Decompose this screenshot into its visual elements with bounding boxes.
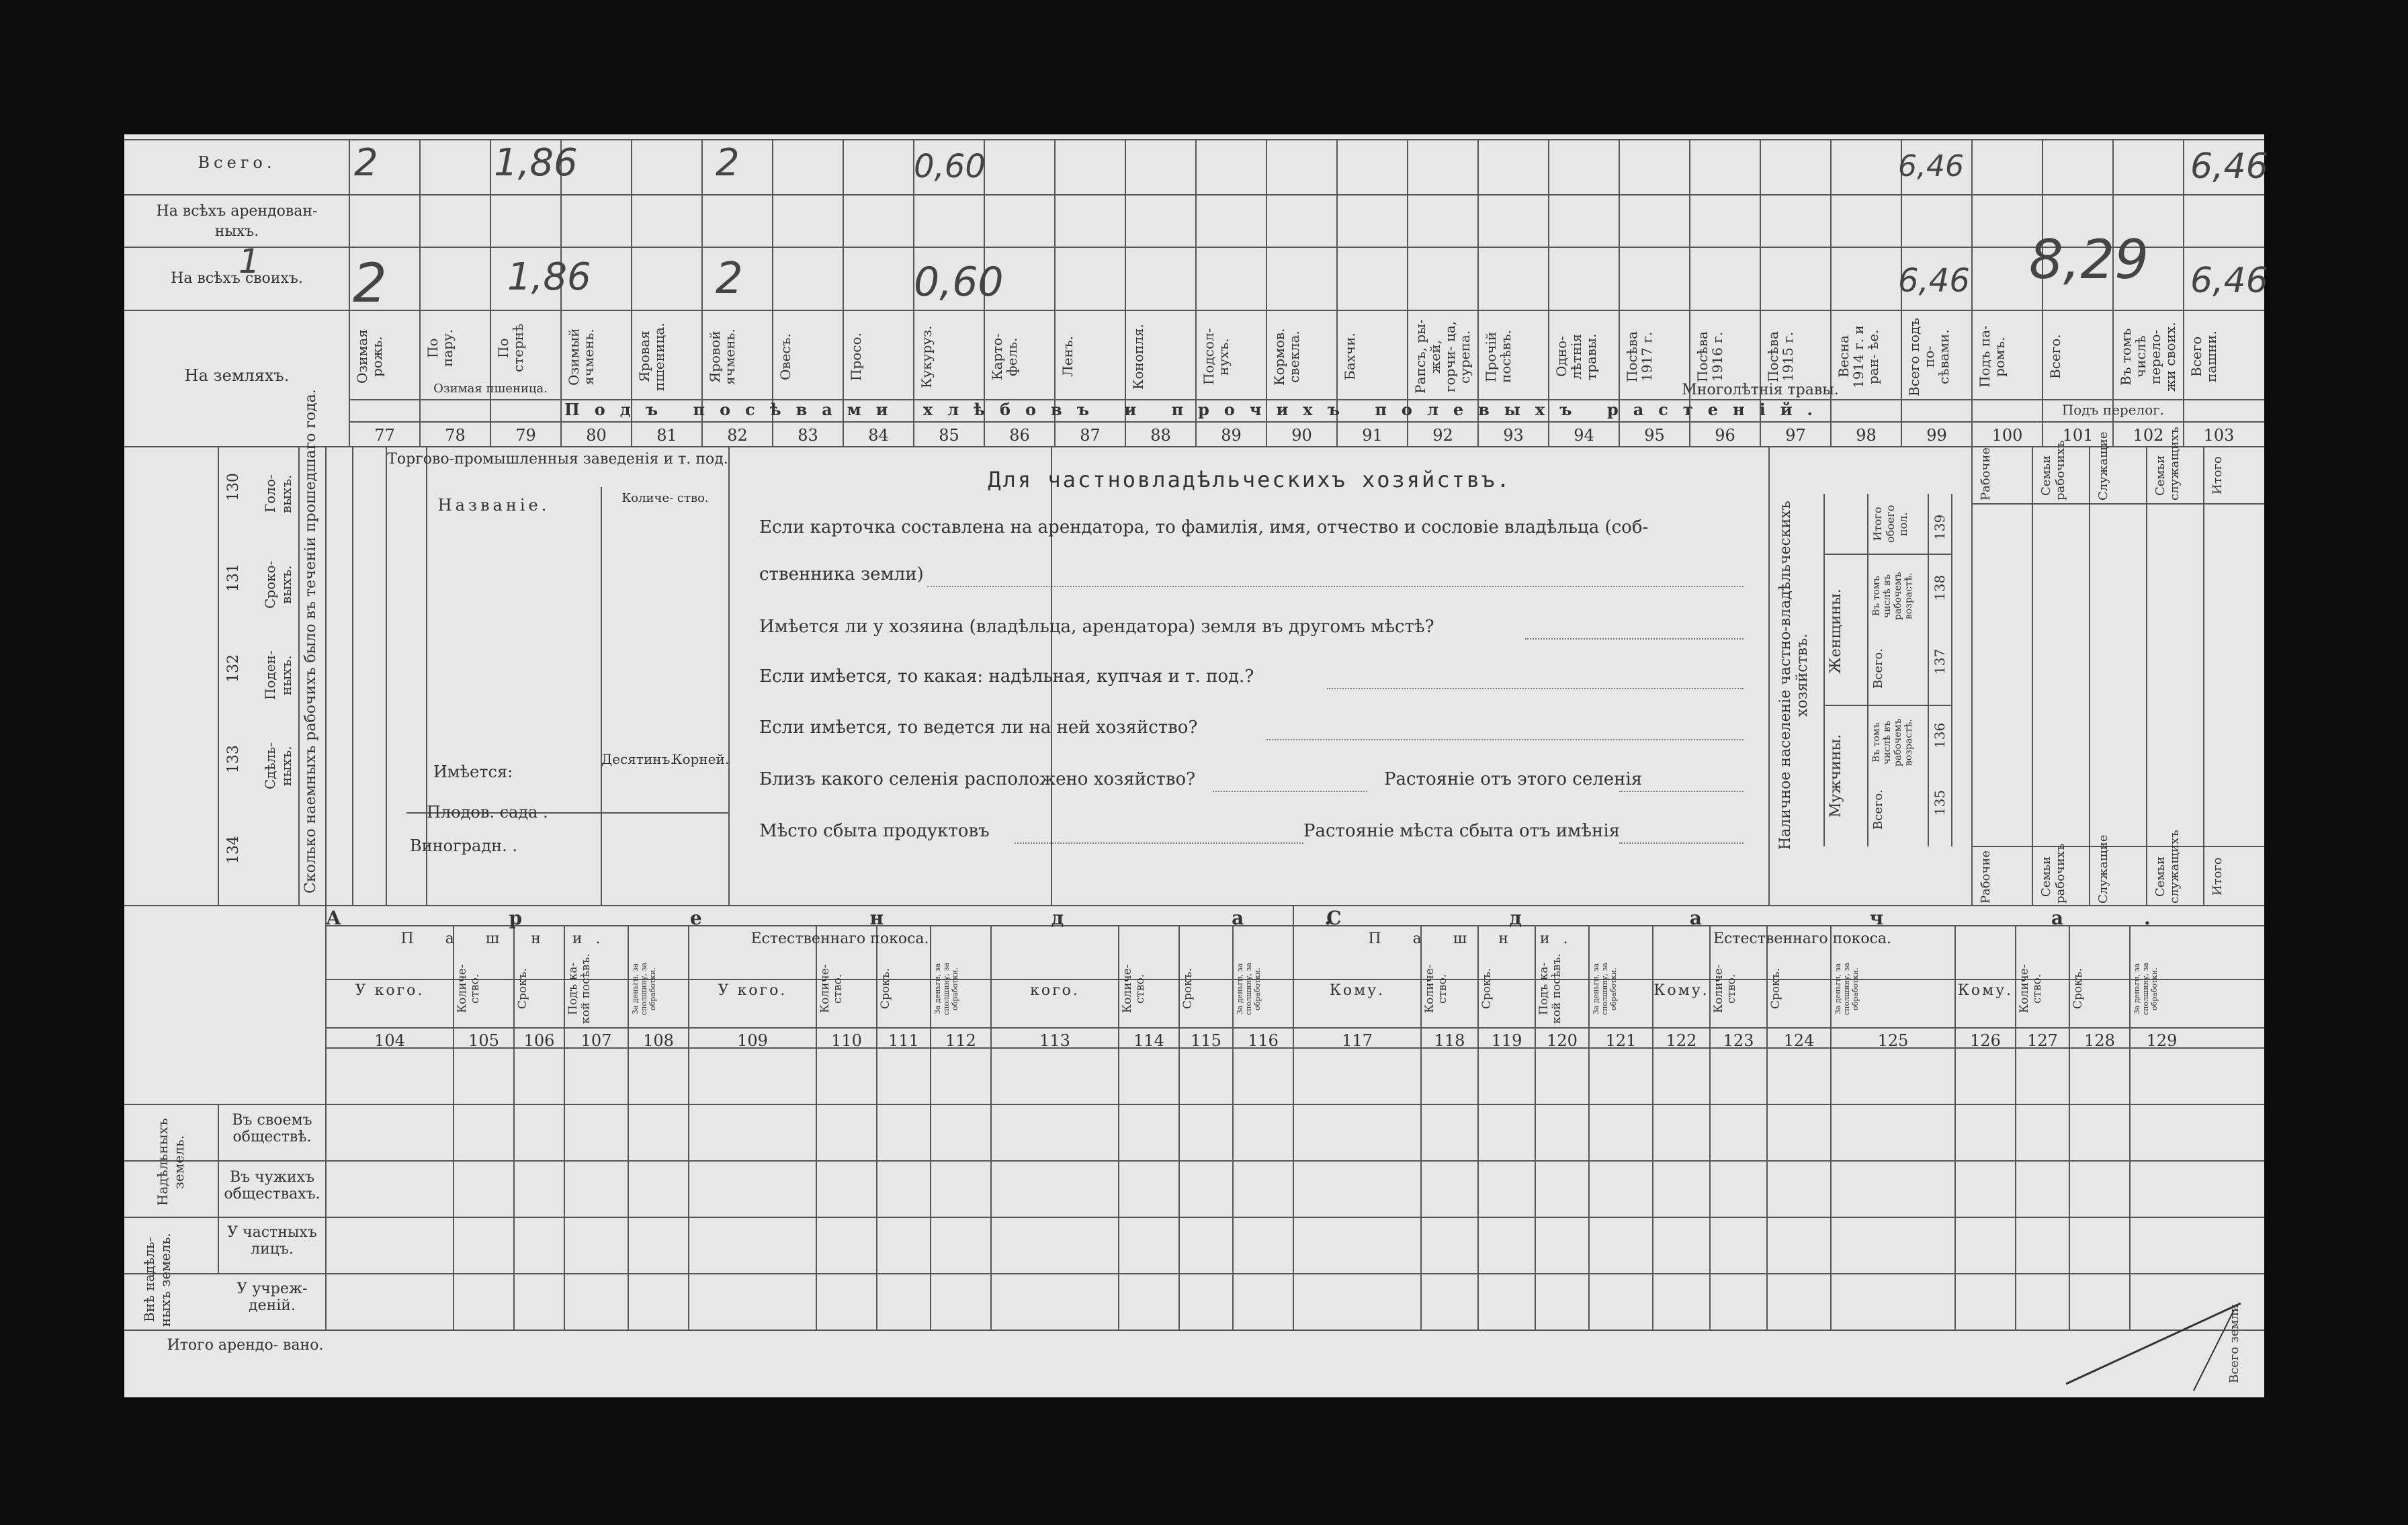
bottom-head-srok: Срокъ. <box>516 968 529 1010</box>
bottom-head-kolich: Количе- ство. <box>2018 964 2044 1014</box>
left-col-label: Сроко- выхъ. <box>262 560 294 609</box>
crop-col-label: Кукуруз. <box>918 325 935 388</box>
bottom-head-komu: Кому. <box>1957 982 2014 999</box>
crop-col-num: 99 <box>1926 426 1947 445</box>
left-col-label: Голо- выхъ. <box>262 474 294 513</box>
bottom-head-kolich: Количе- ство. <box>818 964 845 1014</box>
right-head-bottom: Семьи служащихъ <box>2153 830 2182 904</box>
bottom-col-num: 104 <box>374 1031 405 1050</box>
pashni-s: П а ш н и. <box>1368 930 1582 947</box>
right-head-bottom: Рабочие <box>1979 850 1993 904</box>
skolko-label: Сколько наемныхъ рабочихъ было въ теченiи прошедшаго года. <box>302 389 319 894</box>
desyatin-label: Десятинъ. <box>601 751 675 767</box>
bottom-head-komu: Кому. <box>1329 982 1385 999</box>
bottom-head-za_dengi: За деньги, за сполшину, за обработки. <box>1592 963 1618 1016</box>
right-head-bottom: Итого <box>2210 857 2225 896</box>
vinograd-label: Виноградн. . <box>410 836 517 855</box>
hw-r1-a: 2 <box>354 141 378 185</box>
vsego-zemli: Всего земли <box>2227 1304 2241 1383</box>
crop-col-label: Въ томъ числѣ перело- жи своих. <box>2118 322 2178 392</box>
row-svoikh: На всѣхъ своихъ. <box>171 270 303 287</box>
bottom-col-num: 119 <box>1491 1031 1522 1050</box>
center-line-4: Если имѣется, то какая: надѣльная, купчая и т. под.? <box>759 666 1254 687</box>
bottom-head-u_kogo: У кого. <box>355 982 425 999</box>
census-card <box>124 134 2268 1397</box>
crop-col-label: Посѣва 1916 г. <box>1694 331 1725 382</box>
bottom-col-num: 123 <box>1723 1031 1754 1050</box>
bottom-col-num: 110 <box>831 1031 862 1050</box>
vne-label: Внѣ надѣль- ныхъ земель. <box>141 1233 173 1327</box>
right-head-top: Рабочие <box>1979 447 1993 500</box>
imeetsya-label: Имѣется: <box>433 762 513 781</box>
crop-col-label: Рапсъ, ры- жей, горчи- ца, сурепа. <box>1412 319 1473 394</box>
bottom-head-pod_kak: Подъ ка- кой посѣвъ. <box>566 953 593 1025</box>
crop-col-label: Бахчи. <box>1342 333 1358 381</box>
bottom-col-num: 114 <box>1133 1031 1164 1050</box>
left-col-num: 132 <box>225 654 242 683</box>
crop-col-label: Всего пашни. <box>2188 331 2219 383</box>
group-pod-perelog: Подъ перелог. <box>2061 402 2165 418</box>
crop-col-label: Карто- фель. <box>989 333 1020 381</box>
torg-title: Торгово-промышленныя заведенiя и т. под. <box>387 451 728 468</box>
crop-col-num: 86 <box>1009 426 1030 445</box>
crop-col-label: Кормов. свекла. <box>1271 328 1302 386</box>
hw-r3-c: 1,86 <box>507 255 591 299</box>
crop-col-num: 93 <box>1503 426 1524 445</box>
crop-col-num: 79 <box>515 426 536 445</box>
bottom-head-kolich: Количе- ство. <box>1712 964 1738 1014</box>
crop-col-label: Подъ па- ромъ. <box>1977 325 2008 388</box>
crop-col-num: 88 <box>1150 426 1171 445</box>
bottom-col-num: 128 <box>2084 1031 2115 1050</box>
right-head-top: Семьи служащихъ <box>2153 427 2182 500</box>
bottom-head-za_dengi: За деньги, за сполшину, за обработки. <box>631 963 657 1016</box>
right-head-bottom: Семьи рабочихъ <box>2039 843 2067 904</box>
bottom-col-num: 118 <box>1434 1031 1465 1050</box>
hw-r1-d: 0,60 <box>914 148 986 185</box>
crop-col-label: Посѣва 1915 г. <box>1765 331 1796 382</box>
row-arend: На всѣхъ арендован- ныхъ. <box>156 203 318 240</box>
crop-col-num: 100 <box>1991 426 2023 445</box>
right-num: 139 <box>1932 514 1948 541</box>
bottom-col-num: 113 <box>1039 1031 1070 1050</box>
left-col-num: 130 <box>225 473 242 501</box>
bottom-head-za_dengi: За деньги, за сполшину, за обработки. <box>1236 963 1262 1016</box>
hw-r3-b: 2 <box>353 252 387 314</box>
bottom-col-num: 124 <box>1783 1031 1815 1050</box>
bottom-head-za_dengi: За деньги, за сполшину, за обработки. <box>2133 963 2159 1016</box>
crop-col-label: Овесъ. <box>777 333 793 380</box>
crop-col-num: 97 <box>1785 426 1806 445</box>
bottom-col-num: 126 <box>1970 1031 2001 1050</box>
crop-col-num: 78 <box>445 426 466 445</box>
row-uchrezh: У учреж- денiй. <box>236 1280 308 1314</box>
row-svoem: Въ своемъ обществѣ. <box>232 1112 312 1145</box>
crop-col-num: 81 <box>656 426 677 445</box>
crop-col-num: 82 <box>727 426 748 445</box>
bottom-head-u_kogo: У кого. <box>718 982 787 999</box>
hw-r1-c: 2 <box>716 141 740 185</box>
bottom-col-num: 116 <box>1248 1031 1279 1050</box>
korney-label: Корней. <box>672 751 730 767</box>
crop-col-label: Посѣва 1917 г. <box>1624 331 1655 382</box>
bottom-head-srok: Срокъ. <box>2071 968 2085 1010</box>
plodov-label: Плодов. сада . <box>427 803 548 822</box>
crop-col-num: 96 <box>1715 426 1735 445</box>
bottom-head-kolich: Количе- ство. <box>456 964 482 1014</box>
crop-col-num: 90 <box>1291 426 1312 445</box>
vtom-m: Въ томъ числѣ въ рабочемъ возрастѣ. <box>1871 718 1914 767</box>
bottom-head-komu: Кому. <box>1653 982 1709 999</box>
crop-col-num: 101 <box>2062 426 2094 445</box>
vsego-z: Всего. <box>1871 648 1885 689</box>
crop-col-num: 103 <box>2203 426 2235 445</box>
pashni-a: П а ш н и. <box>400 930 614 947</box>
row-itogo: Итого арендо- вано. <box>167 1337 324 1354</box>
bottom-col-num: 117 <box>1342 1031 1373 1050</box>
arenda-label: А р е н д а. <box>326 907 1412 929</box>
bottom-col-num: 107 <box>580 1031 612 1050</box>
hw-r3-h: 6,46 <box>2190 261 2268 301</box>
bottom-col-num: 120 <box>1547 1031 1578 1050</box>
right-head-top: Итого <box>2210 456 2225 494</box>
bottom-head-za_dengi: За деньги, за сполшину, за обработки. <box>1834 963 1860 1016</box>
bottom-head-pod_kak: Подъ ка- кой посѣвъ. <box>1537 953 1563 1025</box>
left-col-label: Поден- ныхъ. <box>262 650 294 700</box>
bottom-col-num: 106 <box>523 1031 555 1050</box>
right-num: 138 <box>1932 574 1948 601</box>
hw-r3-a: 1 <box>239 242 260 281</box>
crop-col-num: 91 <box>1362 426 1383 445</box>
crop-col-num: 92 <box>1432 426 1453 445</box>
center-title: Для частновладѣльческихъ хозяйствъ. <box>988 467 1512 492</box>
pen-stroke <box>2059 1290 2247 1397</box>
muzhchiny-label: Мужчины. <box>1828 734 1844 818</box>
crop-col-num: 98 <box>1856 426 1877 445</box>
zhenshchiny-label: Женщины. <box>1828 589 1844 674</box>
row-na-zemlyakh: На земляхъ. <box>184 366 290 385</box>
hw-r3-d: 2 <box>716 254 743 304</box>
bottom-head-srok: Срокъ. <box>1480 968 1494 1010</box>
center-line-7: Растоянiе отъ этого селенiя <box>1384 769 1643 789</box>
crop-col-label: Яровая пшеница. <box>636 322 667 391</box>
row-chastnykh: У частныхъ лицъ. <box>227 1224 317 1258</box>
center-line-5: Если имѣется, то ведется ли на ней хозяйство? <box>759 717 1198 738</box>
crop-col-num: 85 <box>939 426 959 445</box>
crop-col-label: Прочiй посѣвъ. <box>1483 330 1514 384</box>
bottom-col-num: 127 <box>2027 1031 2058 1050</box>
left-col-num: 134 <box>225 836 242 864</box>
bottom-col-num: 108 <box>643 1031 674 1050</box>
group-ozimaya-pshenica: Озимая пшеница. <box>433 382 548 396</box>
row-chuzhikh: Въ чужихъ обществахъ. <box>224 1169 320 1203</box>
crop-col-label: Одно- лѣтнiя травы. <box>1553 333 1599 380</box>
right-num: 135 <box>1932 789 1948 816</box>
hw-r3-g: 8,29 <box>2029 228 2149 291</box>
bottom-head-srok: Срокъ. <box>1181 968 1195 1010</box>
crop-col-num: 95 <box>1644 426 1665 445</box>
bottom-col-num: 105 <box>468 1031 499 1050</box>
itogo-ob: Итого обоего пол. <box>1871 505 1909 543</box>
crop-col-label: Весна 1914 г. и ран- ѣе. <box>1836 325 1881 388</box>
bottom-col-num: 111 <box>888 1031 919 1050</box>
crop-col-label: Всего подъ по- сѣвами. <box>1906 317 1952 396</box>
left-col-label: Сдѣль- ныхъ. <box>262 742 294 790</box>
center-line-3: Имѣется ли у хозяина (владѣльца, арендатора) земля въ другомъ мѣстѣ? <box>759 617 1434 637</box>
crop-col-num: 77 <box>374 426 395 445</box>
bottom-col-num: 121 <box>1605 1031 1637 1050</box>
bottom-head-srok: Срокъ. <box>879 968 892 1010</box>
nadel-label: Надѣльныхъ земель. <box>155 1118 187 1207</box>
bottom-col-num: 109 <box>737 1031 768 1050</box>
crop-col-label: Озимая рожь. <box>354 329 385 384</box>
bottom-head-za_dengi: За деньги, за сполшину, за обработки. <box>933 963 959 1016</box>
right-head-top: Служащие <box>2096 431 2110 500</box>
hw-r3-f: 6,46 <box>1898 262 1970 300</box>
center-line-2: ственника земли) <box>759 564 924 584</box>
crop-col-num: 84 <box>868 426 889 445</box>
center-line-8: Мѣсто сбыта продуктовъ <box>759 821 990 841</box>
bottom-head-kolich: Количе- ство. <box>1121 964 1147 1014</box>
bottom-col-num: 112 <box>945 1031 976 1050</box>
hw-r1-b: 1,86 <box>494 141 578 185</box>
center-line-1: Если карточка составлена на арендатора, то фамилiя, имя, отчество и сословiе владѣльца (соб- <box>759 517 1649 537</box>
crops-banner: Подъ посѣвами хлѣбовъ и прочихъ полевыхъ растенiй. <box>564 400 1828 419</box>
crop-col-num: 94 <box>1574 426 1594 445</box>
crop-col-label: По стернѣ <box>495 323 526 373</box>
hw-r3-e: 0,60 <box>914 259 1004 306</box>
crop-col-num: 87 <box>1080 426 1101 445</box>
kolichestvo-label: Количе- ство. <box>621 491 709 505</box>
right-num: 137 <box>1932 648 1948 675</box>
group-mnogoletnie: Многолѣтнiя травы. <box>1682 382 1839 398</box>
nazvanie-label: Названiе. <box>437 496 550 515</box>
estestv-a: Естественнаго покоса. <box>750 930 929 947</box>
crop-col-num: 80 <box>586 426 607 445</box>
crop-col-label: Озимый ячмень. <box>566 328 597 386</box>
hw-r1-f: 6,46 <box>2190 146 2268 187</box>
crop-col-num: 83 <box>798 426 818 445</box>
bottom-col-num: 115 <box>1191 1031 1221 1050</box>
center-line-9: Растоянiе мѣста сбыта отъ имѣнiя <box>1303 821 1621 841</box>
hw-r1-e: 6,46 <box>1898 149 1964 183</box>
crop-col-label: Всего. <box>2047 334 2063 380</box>
crop-col-label: По пару. <box>425 329 456 367</box>
bottom-col-num: 129 <box>2146 1031 2178 1050</box>
bottom-head-kolich: Количе- ство. <box>1423 964 1449 1014</box>
vtom-z: Въ томъ числѣ въ рабочемъ возрастѣ. <box>1871 572 1914 621</box>
bottom-col-num: 122 <box>1666 1031 1697 1050</box>
bottom-col-num: 125 <box>1877 1031 1909 1050</box>
left-col-num: 133 <box>225 745 242 773</box>
bottom-head-kogo: кого. <box>1030 982 1080 999</box>
right-num: 136 <box>1932 722 1948 749</box>
crop-col-num: 102 <box>2133 426 2164 445</box>
right-head-top: Семьи рабочихъ <box>2039 440 2067 500</box>
crop-col-label: Яровой ячмень. <box>707 329 738 385</box>
crop-col-label: Конопля. <box>1130 324 1146 390</box>
left-col-num: 131 <box>225 564 242 592</box>
crop-col-label: Просо. <box>848 333 864 381</box>
estestv-s: Естественнаго покоса. <box>1713 930 1891 947</box>
vsego-m: Всего. <box>1871 789 1885 830</box>
crop-col-label: Ленъ. <box>1060 336 1076 378</box>
right-head-bottom: Служащие <box>2096 834 2110 904</box>
crop-col-num: 89 <box>1221 426 1242 445</box>
nalichnoe-label: Наличное населенiе частно-владѣльческихъ хозяйствъ. <box>1777 500 1811 850</box>
row-vsego: Всего. <box>198 153 276 172</box>
bottom-head-srok: Срокъ. <box>1769 968 1782 1010</box>
center-line-6: Близъ какого селенiя расположено хозяйство? <box>759 769 1196 789</box>
crop-col-label: Подсол- нухъ. <box>1201 328 1232 386</box>
sdacha-label: С д а ч а. <box>1326 907 2231 929</box>
